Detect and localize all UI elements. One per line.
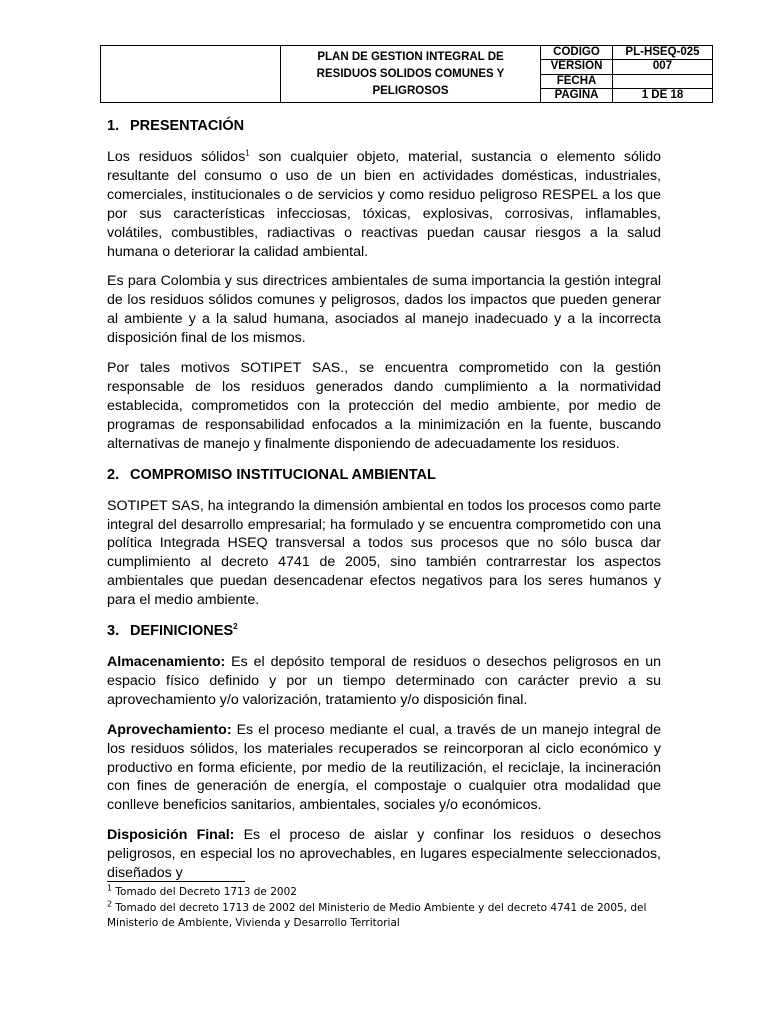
version-value: 007 bbox=[613, 60, 713, 74]
paragraph-text: son cualquier objeto, material, sustancia o elemento sólido resultante del consumo o uso de un bien en actividades domésticas, industriales, comerciales, institucionales o de servicios y como residuo peligroso RESPEL a los que por sus características infecciosas, tóxicas, explosivas, corrosivas, inflamables, volátiles, combustibles, radiactivas o reactivas puedan causar riesgos a la salud humana o deteriorar la calidad ambiental. bbox=[107, 149, 661, 260]
footnote bbox=[107, 901, 661, 932]
footnote-text: Tomado del decreto 1713 de 2002 del Ministerio de Medio Ambiente y del decreto 4741 de 2005, del Ministerio de Ambiente, Vivienda y Desarrollo Territorial bbox=[107, 901, 647, 929]
footnote-separator bbox=[107, 881, 245, 882]
version-label: VERSION bbox=[541, 60, 613, 74]
document-header-table bbox=[100, 45, 713, 103]
footnote-mark: 2 bbox=[107, 899, 113, 908]
definition bbox=[107, 653, 661, 710]
page-label: PAGINA bbox=[541, 88, 613, 102]
code-value: PL-HSEQ-025 bbox=[613, 46, 713, 60]
date-value bbox=[613, 74, 713, 88]
paragraph: Por tales motivos SOTIPET SAS., se encuentra comprometido con la gestión responsable de los residuos generados dando cumplimiento a la normatividad establecida, comprometidos con la protección del medio ambiente, por medio de programas de responsabilidad enfocados a la minimización en la fuente, buscando alternativas de manejo y finalmente disponiendo de adecuadamente los residuos. bbox=[107, 360, 661, 452]
section-heading-presentacion bbox=[107, 116, 661, 136]
footnote-mark: 1 bbox=[107, 883, 113, 893]
section-title: COMPROMISO INSTITUCIONAL AMBIENTAL bbox=[130, 466, 436, 483]
paragraph-text: Los residuos sólidos bbox=[107, 149, 246, 165]
section-number: 3. bbox=[107, 623, 120, 640]
section-heading-compromiso bbox=[107, 465, 661, 485]
paragraph: SOTIPET SAS, ha integrando la dimensión ambiental en todos los procesos como parte integral del desarrollo empresarial; ha formulado y se encuentra comprometido con una política Integrada HSEQ transversal a todos sus procesos que no sólo busca dar cumplimiento al decreto 4741 de 2005, sino también contrarrestar los aspectos ambientales que puedan desencadenar efectos negativos para los seres humanos y para el medio ambiente. bbox=[107, 497, 661, 609]
definition-term: Almacenamiento: bbox=[107, 654, 226, 671]
definition-term: Disposición Final: bbox=[107, 827, 235, 844]
footnote-ref: 1 bbox=[245, 148, 250, 158]
section-title: DEFINICIONES bbox=[130, 623, 234, 640]
definition-text: Es el depósito temporal de residuos o desechos peligrosos en un espacio físico definido y por un tiempo determinado con carácter previo a su aprovechamiento y/o valorización, tratamiento y/o disposición final. bbox=[107, 654, 661, 708]
document-title: PLAN DE GESTION INTEGRAL DE RESIDUOS SOLIDOS COMUNES Y PELIGROSOS bbox=[281, 46, 541, 103]
section-number: 2. bbox=[107, 466, 120, 483]
date-label: FECHA bbox=[541, 74, 613, 88]
definition-term: Aprovechamiento: bbox=[107, 721, 232, 738]
footnote bbox=[107, 885, 661, 901]
definition bbox=[107, 721, 661, 816]
document-body bbox=[107, 116, 661, 883]
section-heading-definiciones bbox=[107, 621, 661, 641]
footnotes bbox=[107, 885, 661, 932]
paragraph: Es para Colombia y sus directrices ambientales de suma importancia la gestión integral de los residuos sólidos comunes y peligrosos, dados los impactos que pueden generar al ambiente y a la salud humana, asociados al manejo inadecuado y a la incorrecta disposición final de los mismos. bbox=[107, 273, 661, 347]
logo-cell bbox=[101, 46, 281, 103]
footnote-text: Tomado del Decreto 1713 de 2002 bbox=[112, 886, 297, 898]
paragraph bbox=[107, 148, 661, 261]
section-number: 1. bbox=[107, 118, 120, 134]
footnote-ref: 2 bbox=[233, 622, 238, 632]
definition-text: Es el proceso de aislar y confinar los residuos o desechos peligrosos, en especial los no aprovechables, en lugares especialmente seleccionados, diseñados y bbox=[107, 827, 661, 882]
definition bbox=[107, 826, 661, 883]
page-value: 1 DE 18 bbox=[613, 88, 713, 102]
code-label: CODIGO bbox=[541, 46, 613, 60]
section-title: PRESENTACIÓN bbox=[130, 118, 245, 134]
definition-text: Es el proceso mediante el cual, a través de un manejo integral de los residuos sólidos, los materiales recuperados se reincorporan al ciclo económico y productivo en forma eficiente, por medio de la reutilización, el reciclaje, la incineración con fines de generación de energía, el compostaje o cualquier otra modalidad que conlleve beneficios sanitarios, ambientales, sociales y/o económicos. bbox=[107, 721, 661, 814]
